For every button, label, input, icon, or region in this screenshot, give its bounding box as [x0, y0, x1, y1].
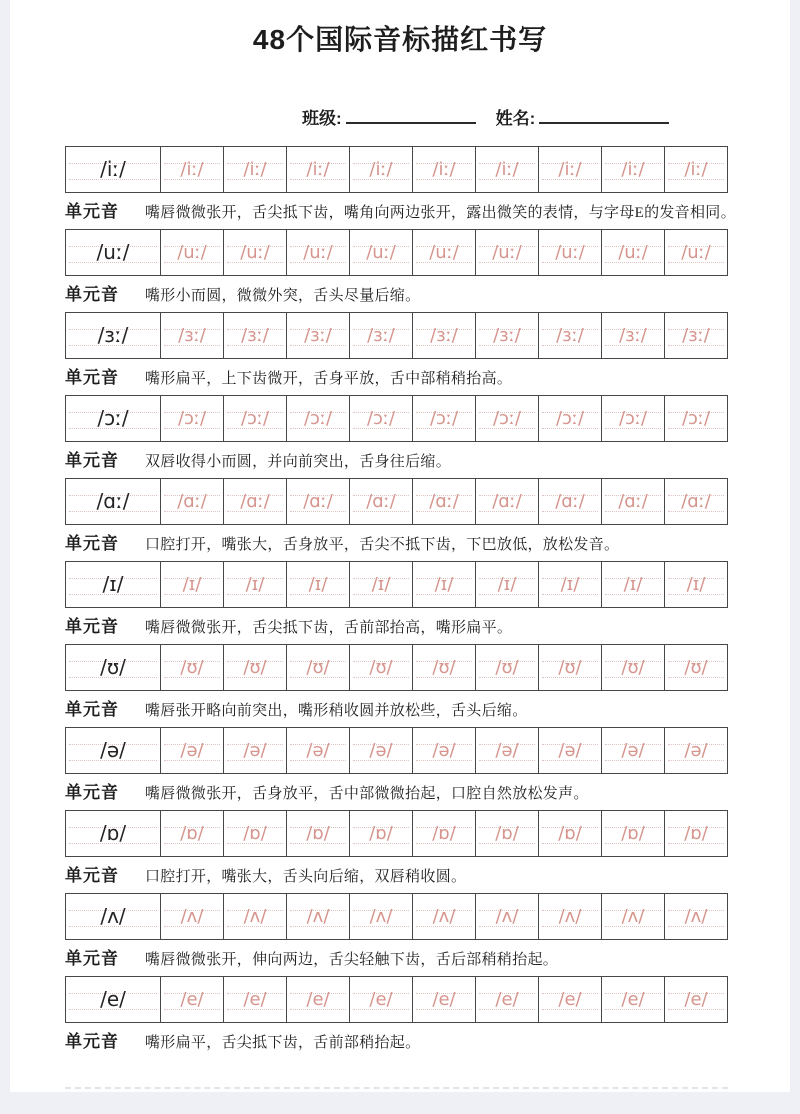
trace-cell: [223, 645, 286, 690]
trace-cell: [664, 230, 727, 275]
description-text: 嘴唇微微张开，舌尖抵下齿，舌前部抬高，嘴形扁平。: [145, 620, 513, 636]
trace-cell: [664, 811, 727, 856]
phoneme-symbol: /uː/: [96, 240, 130, 264]
phoneme-symbol: /ə/: [100, 738, 126, 762]
trace-cell: [601, 728, 664, 773]
trace-symbol: /ə/: [369, 740, 393, 761]
trace-cell: [412, 479, 475, 524]
trace-symbol: /ɒ/: [495, 823, 519, 844]
trace-symbol: /uː/: [303, 242, 333, 263]
model-cell: [66, 147, 160, 192]
trace-cell: [349, 728, 412, 773]
trace-cell: [475, 147, 538, 192]
trace-symbol: /iː/: [684, 159, 708, 180]
trace-cell: [223, 562, 286, 607]
class-label: 班级:: [302, 109, 342, 128]
model-cell: [66, 977, 160, 1022]
trace-symbol: /ə/: [495, 740, 519, 761]
trace-cell: [349, 894, 412, 939]
model-cell: [66, 479, 160, 524]
trace-symbol: /ɑː/: [618, 491, 648, 512]
category-label: 单元音: [65, 783, 119, 802]
trace-symbol: /ɜː/: [430, 325, 458, 346]
trace-symbol: /ʌ/: [495, 906, 519, 927]
model-cell: [66, 313, 160, 358]
trace-symbol: /ɒ/: [684, 823, 708, 844]
trace-symbol: /uː/: [681, 242, 711, 263]
trace-symbol: /ɑː/: [492, 491, 522, 512]
trace-symbol: /iː/: [621, 159, 645, 180]
trace-cell: [160, 977, 223, 1022]
phoneme-symbol: /ɜː/: [97, 323, 129, 347]
trace-cell: [349, 147, 412, 192]
trace-symbol: /ɪ/: [182, 574, 202, 595]
trace-cell: [286, 562, 349, 607]
trace-symbol: /ɜː/: [556, 325, 584, 346]
trace-symbol: /ʊ/: [180, 657, 204, 678]
trace-cell: [664, 562, 727, 607]
trace-cell: [601, 147, 664, 192]
trace-symbol: /ɜː/: [178, 325, 206, 346]
trace-cell: [538, 562, 601, 607]
phoneme-row: [65, 395, 728, 472]
trace-symbol: /uː/: [555, 242, 585, 263]
trace-symbol: /uː/: [177, 242, 207, 263]
trace-cell: [223, 147, 286, 192]
trace-cell: [475, 562, 538, 607]
trace-symbol: /e/: [306, 989, 330, 1010]
trace-cell: [412, 894, 475, 939]
description-text: 嘴形扁平，舌尖抵下齿，舌前部稍抬起。: [145, 1035, 421, 1051]
trace-symbol: /uː/: [492, 242, 522, 263]
trace-table: [65, 312, 728, 359]
trace-symbol: /e/: [558, 989, 582, 1010]
trace-symbol: /ɔː/: [429, 408, 459, 429]
model-cell: [66, 894, 160, 939]
trace-symbol: /ɒ/: [180, 823, 204, 844]
trace-cell: [286, 147, 349, 192]
trace-symbol: /iː/: [369, 159, 393, 180]
description-text: 口腔打开，嘴张大，舌身放平，舌尖不抵下齿，下巴放低，放松发音。: [145, 537, 620, 553]
model-cell: [66, 728, 160, 773]
page-title: 48个国际音标描红书写: [252, 24, 548, 55]
trace-symbol: /iː/: [180, 159, 204, 180]
row-description: [65, 616, 728, 638]
trace-symbol: /ɒ/: [558, 823, 582, 844]
trace-cell: [538, 728, 601, 773]
trace-symbol: /ʌ/: [243, 906, 267, 927]
trace-table: [65, 229, 728, 276]
row-description: [65, 782, 728, 804]
trace-symbol: /ɔː/: [681, 408, 711, 429]
trace-cell: [412, 977, 475, 1022]
category-label: 单元音: [65, 285, 119, 304]
trace-table: [65, 644, 728, 691]
row-description: [65, 284, 728, 306]
trace-symbol: /ɪ/: [371, 574, 391, 595]
row-description: [65, 699, 728, 721]
trace-symbol: /e/: [432, 989, 456, 1010]
row-description: [65, 201, 736, 223]
trace-symbol: /iː/: [306, 159, 330, 180]
phoneme-symbol: /iː/: [100, 157, 126, 181]
trace-symbol: /ɜː/: [493, 325, 521, 346]
trace-cell: [286, 894, 349, 939]
trace-symbol: /ɔː/: [177, 408, 207, 429]
phoneme-row: [65, 976, 728, 1053]
category-label: 单元音: [65, 534, 119, 553]
category-label: 单元音: [65, 1032, 119, 1051]
phoneme-symbol: /ɔː/: [97, 406, 129, 430]
row-description: [65, 1031, 728, 1053]
model-cell: [66, 396, 160, 441]
trace-cell: [538, 977, 601, 1022]
trace-symbol: /ɑː/: [429, 491, 459, 512]
trace-cell: [475, 479, 538, 524]
trace-table: [65, 810, 728, 857]
trace-cell: [664, 479, 727, 524]
trace-cell: [223, 977, 286, 1022]
trace-cell: [286, 313, 349, 358]
trace-cell: [601, 894, 664, 939]
phoneme-rows: [10, 146, 790, 1053]
trace-symbol: /ə/: [684, 740, 708, 761]
trace-symbol: /ɒ/: [306, 823, 330, 844]
trace-cell: [538, 313, 601, 358]
category-label: 单元音: [65, 949, 119, 968]
trace-cell: [538, 396, 601, 441]
category-label: 单元音: [65, 368, 119, 387]
trace-cell: [349, 977, 412, 1022]
trace-symbol: /e/: [495, 989, 519, 1010]
trace-cell: [349, 479, 412, 524]
trace-symbol: /ɑː/: [240, 491, 270, 512]
trace-cell: [601, 396, 664, 441]
trace-cell: [538, 894, 601, 939]
trace-symbol: /uː/: [429, 242, 459, 263]
trace-cell: [286, 728, 349, 773]
trace-symbol: /ɒ/: [243, 823, 267, 844]
phoneme-row: [65, 810, 728, 887]
trace-cell: [601, 562, 664, 607]
trace-cell: [160, 230, 223, 275]
phoneme-symbol: /ʌ/: [100, 904, 126, 928]
trace-cell: [349, 396, 412, 441]
trace-cell: [160, 396, 223, 441]
category-label: 单元音: [65, 866, 119, 885]
row-description: [65, 367, 728, 389]
trace-symbol: /ɑː/: [177, 491, 207, 512]
trace-symbol: /ʊ/: [495, 657, 519, 678]
trace-cell: [223, 313, 286, 358]
trace-symbol: /ʌ/: [432, 906, 456, 927]
phoneme-row: [65, 561, 728, 638]
trace-symbol: /e/: [369, 989, 393, 1010]
trace-cell: [160, 894, 223, 939]
trace-symbol: /ʊ/: [432, 657, 456, 678]
trace-cell: [286, 645, 349, 690]
trace-cell: [160, 147, 223, 192]
trace-cell: [160, 313, 223, 358]
trace-symbol: /ʌ/: [369, 906, 393, 927]
trace-cell: [475, 645, 538, 690]
trace-symbol: /ɜː/: [619, 325, 647, 346]
trace-symbol: /e/: [621, 989, 645, 1010]
trace-cell: [223, 230, 286, 275]
trace-cell: [160, 645, 223, 690]
phoneme-row: [65, 312, 728, 389]
trace-cell: [538, 811, 601, 856]
trace-symbol: /ɪ/: [623, 574, 643, 595]
trace-cell: [349, 645, 412, 690]
trace-symbol: /ɪ/: [434, 574, 454, 595]
trace-symbol: /ɜː/: [241, 325, 269, 346]
category-label: 单元音: [65, 700, 119, 719]
trace-symbol: /ɔː/: [366, 408, 396, 429]
trace-cell: [349, 562, 412, 607]
class-name-line: [302, 104, 790, 130]
trace-cell: [664, 894, 727, 939]
trace-table: [65, 976, 728, 1023]
model-cell: [66, 562, 160, 607]
trace-table: [65, 727, 728, 774]
trace-cell: [475, 313, 538, 358]
trace-symbol: /uː/: [240, 242, 270, 263]
trace-cell: [601, 230, 664, 275]
trace-cell: [412, 728, 475, 773]
trace-cell: [286, 479, 349, 524]
trace-table: [65, 561, 728, 608]
trace-symbol: /e/: [180, 989, 204, 1010]
trace-cell: [223, 894, 286, 939]
trace-cell: [475, 728, 538, 773]
worksheet-page: [10, 0, 790, 1092]
trace-symbol: /ɪ/: [560, 574, 580, 595]
phoneme-symbol: /ɑː/: [96, 489, 130, 513]
trace-symbol: /ʊ/: [243, 657, 267, 678]
trace-symbol: /ʌ/: [684, 906, 708, 927]
phoneme-symbol: /ɒ/: [99, 821, 127, 845]
trace-symbol: /ʊ/: [306, 657, 330, 678]
trace-table: [65, 146, 728, 193]
row-description: [65, 948, 728, 970]
trace-cell: [286, 230, 349, 275]
trace-symbol: /ə/: [243, 740, 267, 761]
trace-cell: [412, 230, 475, 275]
description-text: 嘴唇张开略向前突出，嘴形稍收圆并放松些，舌头后缩。: [145, 703, 528, 719]
description-text: 嘴唇微微张开，舌身放平，舌中部微微抬起，口腔自然放松发声。: [145, 786, 589, 802]
trace-symbol: /ʊ/: [684, 657, 708, 678]
phoneme-symbol: /ʊ/: [100, 655, 126, 679]
phoneme-row: [65, 644, 728, 721]
trace-cell: [286, 811, 349, 856]
trace-cell: [223, 728, 286, 773]
trace-cell: [412, 811, 475, 856]
trace-symbol: /ɑː/: [303, 491, 333, 512]
trace-cell: [538, 230, 601, 275]
trace-symbol: /ə/: [432, 740, 456, 761]
trace-symbol: /ɑː/: [555, 491, 585, 512]
trace-symbol: /ɔː/: [555, 408, 585, 429]
trace-symbol: /ʊ/: [558, 657, 582, 678]
trace-cell: [223, 396, 286, 441]
category-label: 单元音: [65, 202, 119, 221]
description-text: 嘴形小而圆，微微外突，舌头尽量后缩。: [145, 288, 421, 304]
trace-cell: [538, 147, 601, 192]
trace-cell: [538, 479, 601, 524]
name-blank-line: [539, 108, 669, 124]
trace-cell: [349, 230, 412, 275]
category-label: 单元音: [65, 617, 119, 636]
category-label: 单元音: [65, 451, 119, 470]
trace-symbol: /ʊ/: [369, 657, 393, 678]
trace-symbol: /iː/: [432, 159, 456, 180]
trace-cell: [475, 230, 538, 275]
model-cell: [66, 645, 160, 690]
trace-cell: [664, 147, 727, 192]
trace-symbol: /ɪ/: [245, 574, 265, 595]
trace-cell: [664, 728, 727, 773]
phoneme-symbol: /e/: [100, 987, 126, 1011]
name-label: 姓名:: [495, 109, 536, 128]
trace-cell: [286, 396, 349, 441]
phoneme-symbol: /ɪ/: [102, 572, 124, 596]
trace-cell: [601, 645, 664, 690]
description-text: 双唇收得小而圆，并向前突出，舌身往后缩。: [145, 454, 452, 470]
trace-cell: [601, 811, 664, 856]
trace-symbol: /ɜː/: [682, 325, 710, 346]
model-cell: [66, 811, 160, 856]
trace-symbol: /ʌ/: [306, 906, 330, 927]
trace-symbol: /ɜː/: [367, 325, 395, 346]
trace-table: [65, 395, 728, 442]
trace-cell: [664, 313, 727, 358]
trace-symbol: /e/: [684, 989, 708, 1010]
class-blank-line: [346, 108, 476, 124]
trace-cell: [160, 479, 223, 524]
trace-cell: [412, 645, 475, 690]
phoneme-row: [65, 478, 728, 555]
trace-cell: [160, 811, 223, 856]
trace-symbol: /ə/: [306, 740, 330, 761]
trace-symbol: /ɑː/: [681, 491, 711, 512]
trace-symbol: /ɒ/: [369, 823, 393, 844]
trace-symbol: /ɪ/: [497, 574, 517, 595]
trace-symbol: /ɪ/: [686, 574, 706, 595]
trace-table: [65, 478, 728, 525]
trace-symbol: /ɜː/: [304, 325, 332, 346]
trace-symbol: /ɔː/: [492, 408, 522, 429]
trace-symbol: /ɒ/: [432, 823, 456, 844]
trace-cell: [538, 645, 601, 690]
trace-symbol: /ʌ/: [180, 906, 204, 927]
row-description: [65, 450, 728, 472]
description-text: 嘴形扁平，上下齿微开，舌身平放，舌中部稍稍抬高。: [145, 371, 513, 387]
trace-cell: [349, 811, 412, 856]
trace-symbol: /uː/: [366, 242, 396, 263]
trace-cell: [475, 894, 538, 939]
phoneme-row: [65, 727, 728, 804]
trace-symbol: /iː/: [495, 159, 519, 180]
next-table-edge: [65, 1087, 728, 1089]
trace-cell: [601, 313, 664, 358]
trace-cell: [286, 977, 349, 1022]
trace-symbol: /ɑː/: [366, 491, 396, 512]
trace-symbol: /ʊ/: [621, 657, 645, 678]
trace-symbol: /ɔː/: [303, 408, 333, 429]
trace-cell: [412, 147, 475, 192]
trace-cell: [475, 396, 538, 441]
trace-symbol: /iː/: [558, 159, 582, 180]
trace-cell: [160, 562, 223, 607]
description-text: 嘴唇微微张开，舌尖抵下齿，嘴角向两边张开，露出微笑的表情，与字母E的发音相同。: [145, 205, 736, 221]
phoneme-row: [65, 146, 736, 223]
trace-symbol: /ʌ/: [621, 906, 645, 927]
trace-cell: [412, 562, 475, 607]
trace-symbol: /ʌ/: [558, 906, 582, 927]
trace-table: [65, 893, 728, 940]
trace-cell: [160, 728, 223, 773]
trace-symbol: /ə/: [558, 740, 582, 761]
trace-symbol: /ɔː/: [240, 408, 270, 429]
description-text: 口腔打开，嘴张大，舌头向后缩，双唇稍收圆。: [145, 869, 467, 885]
model-cell: [66, 230, 160, 275]
trace-symbol: /iː/: [243, 159, 267, 180]
trace-symbol: /ə/: [180, 740, 204, 761]
trace-cell: [475, 811, 538, 856]
trace-cell: [349, 313, 412, 358]
trace-cell: [664, 645, 727, 690]
trace-cell: [601, 479, 664, 524]
trace-cell: [601, 977, 664, 1022]
row-description: [65, 865, 728, 887]
trace-symbol: /ɔː/: [618, 408, 648, 429]
trace-symbol: /ɒ/: [621, 823, 645, 844]
description-text: 嘴唇微微张开，伸向两边，舌尖轻触下齿，舌后部稍稍抬起。: [145, 952, 559, 968]
trace-cell: [664, 396, 727, 441]
trace-cell: [412, 396, 475, 441]
trace-symbol: /uː/: [618, 242, 648, 263]
row-description: [65, 533, 728, 555]
trace-cell: [223, 811, 286, 856]
trace-cell: [475, 977, 538, 1022]
phoneme-row: [65, 893, 728, 970]
trace-symbol: /ɪ/: [308, 574, 328, 595]
trace-cell: [412, 313, 475, 358]
trace-symbol: /ə/: [621, 740, 645, 761]
trace-cell: [664, 977, 727, 1022]
phoneme-row: [65, 229, 728, 306]
trace-symbol: /e/: [243, 989, 267, 1010]
trace-cell: [223, 479, 286, 524]
